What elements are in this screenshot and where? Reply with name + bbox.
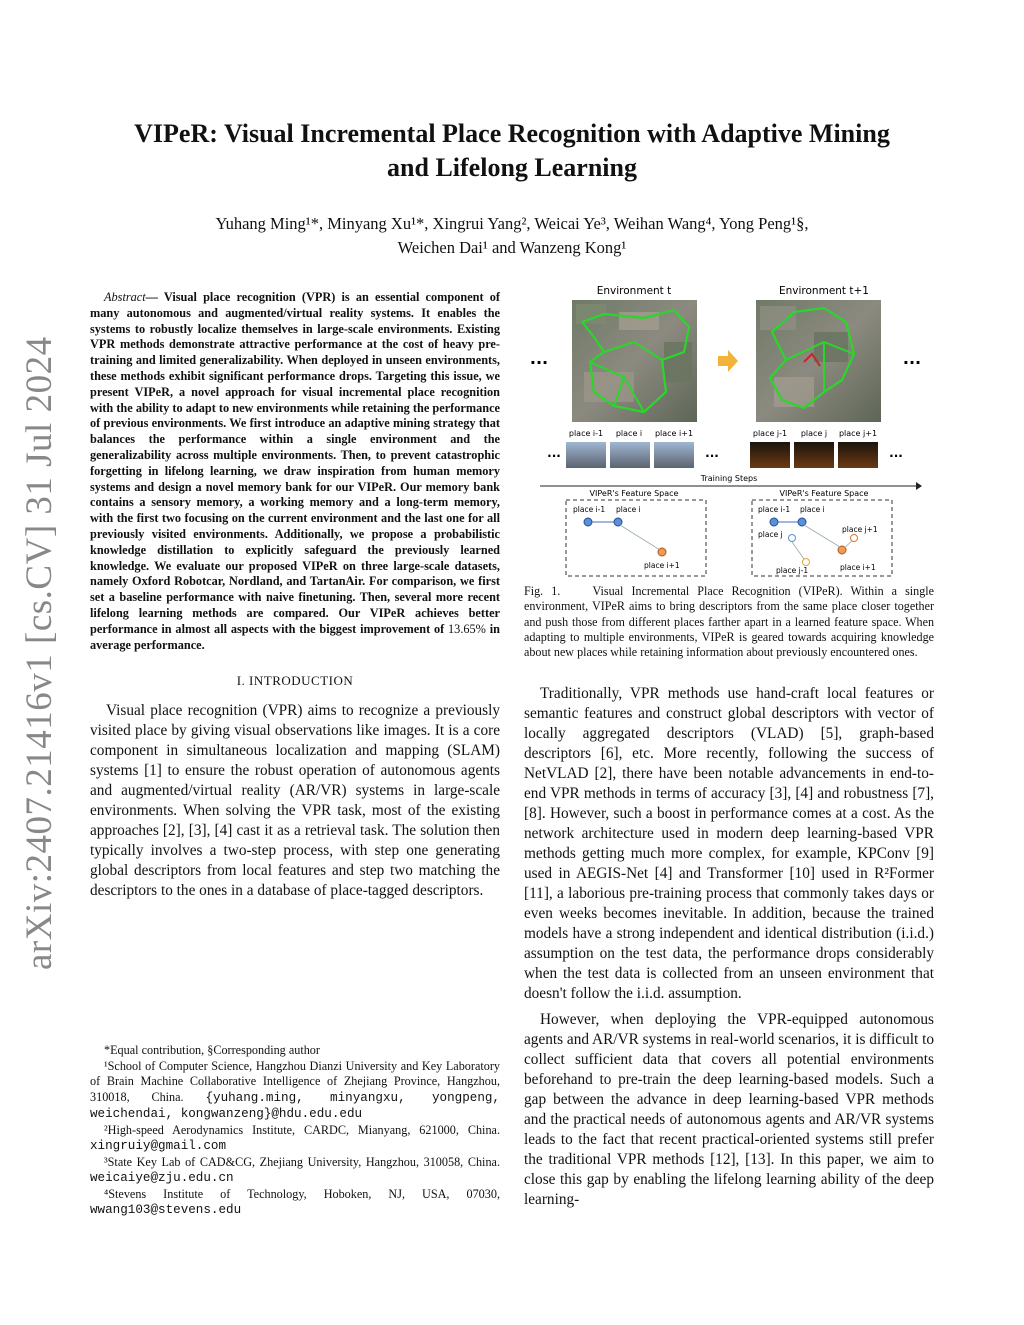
thumbnail-place-j-minus-1 xyxy=(750,442,790,468)
feature-space-label-t1: VIPeR's Feature Space xyxy=(779,489,869,498)
abstract-text-b: in average performance. xyxy=(90,621,500,652)
environment-transition-arrow xyxy=(718,350,738,372)
thumbnail-place-j xyxy=(794,442,834,468)
label-place-j-plus-1: place j+1 xyxy=(838,429,878,438)
abstract-percent: 13.65% xyxy=(448,621,486,636)
satellite-map-env-t xyxy=(572,300,697,422)
label-place-j-minus-1: place j-1 xyxy=(752,429,788,438)
footnote-4-text: ⁴Stevens Institute of Technology, Hoboken, NJ, USA, 07030, xyxy=(104,1186,500,1201)
fs-point-place-i xyxy=(614,518,622,526)
section-heading-introduction: I. INTRODUCTION xyxy=(236,673,354,689)
author-list xyxy=(110,212,914,260)
fs-t1-point-place-i xyxy=(798,518,806,526)
title-line-1: VIPeR: Visual Incremental Place Recognition with Adaptive Mining xyxy=(134,119,890,148)
fs-t1-label-place-j: place j xyxy=(758,530,783,539)
fs-t1-point-place-j-plus-1 xyxy=(851,535,858,542)
label-place-j: place j xyxy=(800,429,828,438)
thumbnail-place-i xyxy=(610,442,650,468)
fs-point-place-i-minus-1 xyxy=(584,518,592,526)
right-paragraph-2: However, when deploying the VPR-equipped autonomous agents and AR/VR systems in real-world scenarios, it is difficult to collect sufficient data that covers all potential environments beforehand to pre-train the deep learning-based models. Such a gap between the advance in deep learning-based VPR methods and the practical needs of autonomous agents and AR/VR systems leads to the fact that recent practical-oriented systems still prefer the traditional VPR methods [12], [13]. In this paper, we aim to close this gap by enabling the lifelong learning ability of the deep learning- xyxy=(524,1011,934,1208)
fs-push-i xyxy=(620,525,660,550)
footnotes xyxy=(90,1043,500,1219)
figure-1-caption xyxy=(524,584,934,660)
arxiv-sidebar-id: arXiv:2407.21416v1 [cs.CV] 31 Jul 2024 xyxy=(19,336,60,970)
title-line-2: and Lifelong Learning xyxy=(387,153,637,182)
footnote-2-text: ²High-speed Aerodynamics Institute, CARDC, Mianyang, 621000, China. xyxy=(104,1122,500,1137)
fs-t1-label-place-j-plus-1: place j+1 xyxy=(842,525,878,534)
authors-line-1: Yuhang Ming¹*, Minyang Xu¹*, Xingrui Yang², Weicai Ye³, Weihan Wang⁴, Yong Peng¹§, xyxy=(215,214,809,233)
ellipsis-left: ... xyxy=(529,349,549,368)
fs-label-place-i-minus-1: place i-1 xyxy=(573,505,606,514)
authors-line-2: Weichen Dai¹ and Wanzeng Kong¹ xyxy=(397,238,627,257)
thumbnail-place-i-minus-1 xyxy=(566,442,606,468)
footnote-2-email: xingruiy@gmail.com xyxy=(90,1139,227,1153)
fs-label-place-i: place i xyxy=(616,505,641,514)
footnote-1-email: {yuhang.ming, minyangxu, yongpeng, weichendai, kongwanzeng}@hdu.edu.edu xyxy=(90,1090,500,1121)
paper-title xyxy=(110,117,914,185)
label-place-i: place i xyxy=(615,429,643,438)
fs-t1-label-place-i-minus-1: place i-1 xyxy=(758,505,791,514)
footnote-affiliation-4 xyxy=(90,1187,500,1219)
caption-label: Fig. 1. xyxy=(524,584,561,598)
fs-t1-point-place-j xyxy=(789,535,796,542)
fs-t1-label-place-j-minus-1: place j-1 xyxy=(776,566,809,575)
training-steps-arrowhead xyxy=(916,482,922,490)
abstract-label: Abstract xyxy=(104,290,146,304)
right-column xyxy=(524,684,934,1216)
caption-text: Visual Incremental Place Recognition (VIPeR). Within a single environment, VIPeR aims to bring descriptors from the same place closer together and push those from different places farther apart in a learned feature space. When adapting to multiple environments, VIPeR is geared towards acquiring knowledge about new places while retaining information about previously encountered ones. xyxy=(524,584,934,660)
fs-point-place-i-plus-1 xyxy=(658,548,666,556)
thumb-ellipsis-3: ... xyxy=(889,446,903,460)
abstract-text-a: — Visual place recognition (VPR) is an essential component of many autonomous and augmented/virtual reality systems. It enables the systems to robustly localize themselves in large-scale environments. Existing VPR methods demonstrate attractive performance at the cost of heavy pre-training and limited generalizability. When deployed in unseen environments, these methods exhibit significant performance drops. Targeting this issue, we present VIPeR, a novel approach for visual incremental place recognition with the ability to adapt to new environments while retaining the performance of previous environments. We first introduce an adaptive mining strategy that balances the performance within a single environment and the generalizability across multiple environments. Then, to prevent catastrophic forgetting in lifelong learning, we draw inspiration from human memory systems and design a novel memory bank for our VIPeR. Our memory bank contains a sensory memory, a working memory and a long-term memory, with the first two focusing on the current environment and the last one for all previously visited environments. Additionally, we propose a probabilistic knowledge distillation to explicitly safeguard the previously learned knowledge. We evaluate our proposed VIPeR on three large-scale datasets, namely Oxford Robotcar, Nordland, and TartanAir. For comparison, we first set a baseline performance with naive finetuning. Then, several more recent lifelong learning methods are compared. Our VIPeR achieves better performance in almost all aspects with the biggest improvement of xyxy=(90,290,500,636)
label-place-i-plus-1: place i+1 xyxy=(654,429,694,438)
fs-t1-push-3 xyxy=(844,541,852,548)
fs-t1-point-place-i-minus-1 xyxy=(770,518,778,526)
abstract xyxy=(90,290,500,653)
env-t-label: Environment t xyxy=(596,285,672,297)
footnote-4-email: wwang103@stevens.edu xyxy=(90,1203,242,1217)
feature-space-label-t: VIPeR's Feature Space xyxy=(589,489,679,498)
figure-1-graphic xyxy=(524,282,934,582)
left-column xyxy=(90,290,500,907)
footnote-3-text: ³State Key Lab of CAD&CG, Zhejiang University, Hangzhou, 310058, China. xyxy=(104,1154,500,1169)
fs-t1-label-place-i-plus-1: place i+1 xyxy=(840,563,876,572)
fs-label-place-i-plus-1: place i+1 xyxy=(644,561,680,570)
thumbnail-place-i-plus-1 xyxy=(654,442,694,468)
training-steps-label: Training Steps xyxy=(700,474,758,483)
thumbnail-place-j-plus-1 xyxy=(838,442,878,468)
fs-t1-push-2 xyxy=(792,542,804,559)
footnote-affiliation-1 xyxy=(90,1059,500,1123)
right-paragraph-1: Traditionally, VPR methods use hand-craft local features or semantic features and construct global descriptors with vector of locally aggregated descriptors (VLAD) [5], graph-based descriptors [6], etc. More recently, following the success of NetVLAD [2], there have been notable advancements in end-to-end VPR methods in terms of accuracy [3], [4] and robustness [7], [8]. However, such a boost in performance comes at a cost. As the network architecture used in modern deep learning-based VPR methods getting much more complex, for example, KPConv [9] used in AEGIS-Net [4] and Transformer [10] used in R²Former [11], a laborious pre-training process that commonly takes days or even weeks becomes inevitable. In addition, because the trained models have a strong independent and identical distribution (i.i.d.) assumption on the test data, the performance drops considerably when the test data is collected from an unseen environment that doesn't follow the i.i.d. assumption. xyxy=(524,685,934,1002)
footnote-1-text: ¹School of Computer Science, Hangzhou Dianzi University and Key Laboratory of Brain Machine Collaborative Intelligence of Zhejiang Province, Hangzhou, 310018, China. xyxy=(90,1058,500,1104)
footnote-affiliation-2 xyxy=(90,1123,500,1155)
ellipsis-right: ... xyxy=(902,349,922,368)
thumb-ellipsis-1: ... xyxy=(547,446,561,460)
footnote-affiliation-3 xyxy=(90,1155,500,1187)
figure-1 xyxy=(524,282,934,582)
fs-t1-point-place-j-minus-1 xyxy=(803,559,810,566)
fs-t1-push-1 xyxy=(804,525,840,547)
label-place-i-minus-1: place i-1 xyxy=(568,429,604,438)
footnote-equal-contribution: *Equal contribution, §Corresponding author xyxy=(104,1043,320,1057)
footnote-3-email: weicaiye@zju.edu.cn xyxy=(90,1171,234,1185)
thumb-ellipsis-2: ... xyxy=(705,446,719,460)
fs-t1-label-place-i: place i xyxy=(800,505,825,514)
env-t1-label: Environment t+1 xyxy=(779,285,869,297)
satellite-map-env-t1 xyxy=(756,300,881,422)
intro-paragraph-1: Visual place recognition (VPR) aims to recognize a previously visited place by giving visual observations like images. It is a core component in simultaneous localization and mapping (SLAM) systems [1] to ensure the robust operation of autonomous agents and augmented/virtual reality (AR/VR) systems in large-scale environments. When solving the VPR task, most of the existing approaches [2], [3], [4] cast it as a retrieval task. The solution then typically involves a two-step process, with step one generating global descriptors from local features and step two matching the descriptors to the ones in a database of place-tagged descriptors. xyxy=(90,702,500,900)
